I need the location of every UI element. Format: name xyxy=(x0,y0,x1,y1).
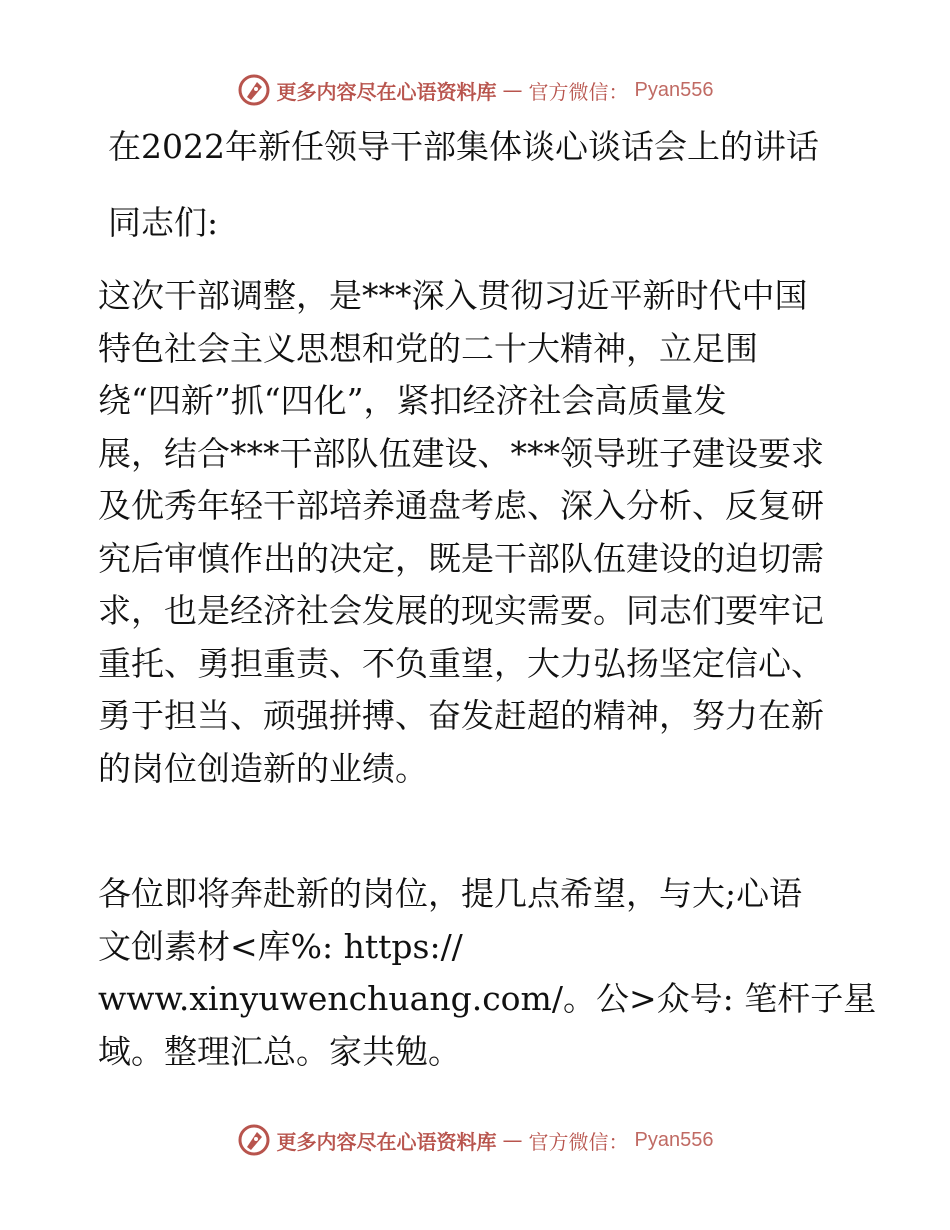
watermark-wechat-label: 官方微信： xyxy=(528,1129,629,1154)
watermark-brand: 更多内容尽在心语资料库 xyxy=(276,1129,497,1154)
paragraph-line: 重托、勇担重责、不负重望，大力弘扬坚定信心、 xyxy=(98,643,824,683)
document-title: 在2022年新任领导干部集体谈心谈话会上的讲话 xyxy=(108,127,819,166)
watermark-handle: Pyan556 xyxy=(634,1128,714,1151)
watermark-wechat-label: 官方微信： xyxy=(528,79,629,104)
watermark-separator: — xyxy=(502,1128,523,1152)
paragraph-line: 各位即将奔赴新的岗位，提几点希望，与大;心语 xyxy=(98,874,803,913)
watermark-handle: Pyan556 xyxy=(634,78,714,101)
watermark-separator: — xyxy=(502,78,523,102)
paragraph-line: 展，结合***干部队伍建设、***领导班子建设要求 xyxy=(98,433,824,473)
paragraph-1 xyxy=(98,270,858,795)
paragraph-line: 特色社会主义思想和党的二十大精神，立足围 xyxy=(98,328,758,368)
watermark-brand: 更多内容尽在心语资料库 xyxy=(276,79,497,104)
paragraph-line: 文创素材<库%: https:// xyxy=(98,926,463,966)
footer-watermark xyxy=(0,1118,950,1162)
header-watermark xyxy=(0,68,950,112)
paragraph-line: 这次干部调整，是***深入贯彻习近平新时代中国 xyxy=(98,276,808,315)
pen-nib-circle-icon xyxy=(237,1123,271,1157)
paragraph-line: 域。整理汇总。家共勉。 xyxy=(98,1031,461,1071)
paragraph-line: 绕“四新”抓“四化”，紧扣经济社会高质量发 xyxy=(98,381,727,420)
paragraph-line: 勇于担当、顽强拼搏、奋发赶超的精神，努力在新 xyxy=(98,696,824,735)
salutation: 同志们: xyxy=(108,203,219,242)
paragraph-line: 究后审慎作出的决定，既是干部队伍建设的迫切需 xyxy=(98,538,824,578)
paragraph-2 xyxy=(98,868,877,1078)
paragraph-line: 的岗位创造新的业绩。 xyxy=(98,748,428,788)
pen-nib-circle-icon xyxy=(237,73,271,107)
paragraph-line: 及优秀年轻干部培养通盘考虑、深入分析、反复研 xyxy=(98,486,824,525)
paragraph-line: www.xinyuwenchuang.com/。公>众号: 笔杆子星 xyxy=(98,979,877,1018)
paragraph-line: 求，也是经济社会发展的现实需要。同志们要牢记 xyxy=(98,591,824,630)
